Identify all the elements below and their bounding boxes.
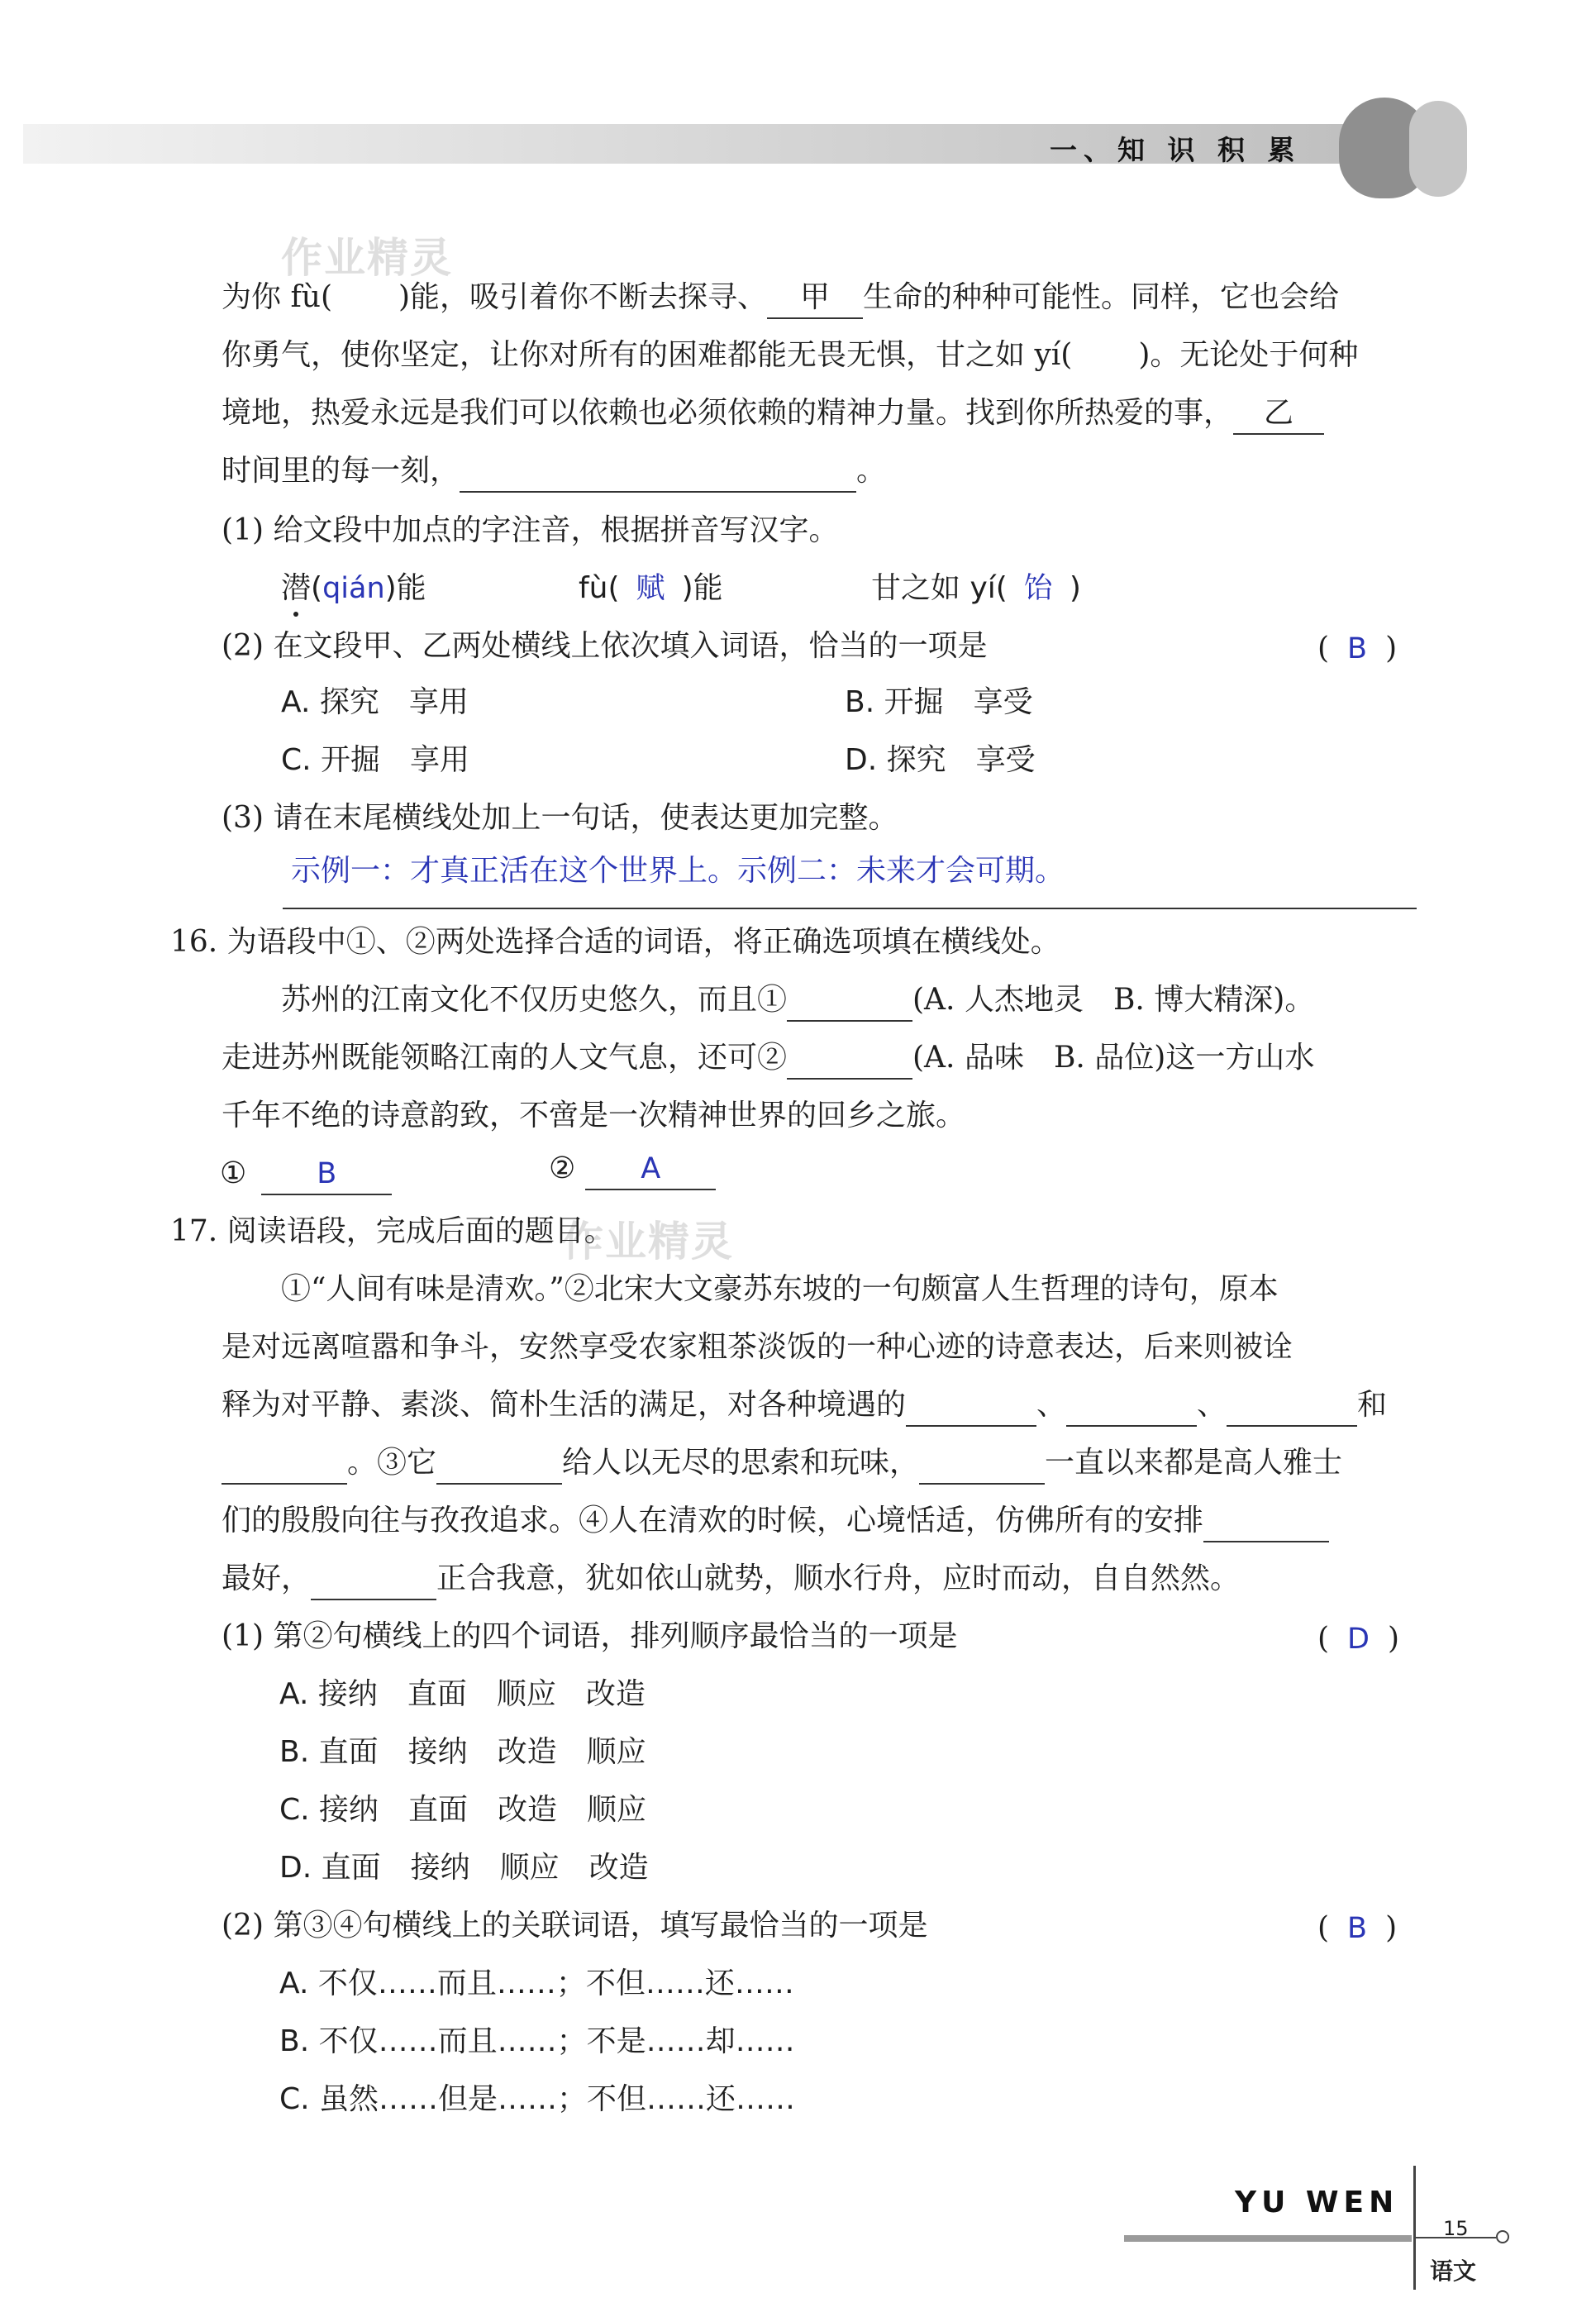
q15-3-prompt: (3) 请在末尾横线处加上一句话，使表达更加完整。: [222, 801, 898, 835]
blank-yi: 乙: [1233, 393, 1324, 435]
option: C. 接纳 直面 改造 顺应: [279, 1793, 647, 1827]
q17-line: 是对远离喧嚣和争斗，安然享受农家粗茶淡饭的一种心迹的诗意表达，后来则被诠: [222, 1330, 1293, 1364]
q16-line: 千年不绝的诗意韵致，不啻是一次精神世界的回乡之旅。: [222, 1099, 966, 1132]
passage-line: 时间里的每一刻， 。: [222, 451, 886, 493]
q15-1-item-1: 潜(qián)能: [281, 569, 426, 608]
watermark: 作业精灵: [562, 1218, 734, 1266]
footer-divider: [1413, 2166, 1416, 2290]
q17-prompt: 17. 阅读语段，完成后面的题目。: [170, 1214, 614, 1248]
answer-text: B: [1347, 1912, 1368, 1945]
blank-jia: 甲: [767, 278, 863, 319]
answer-text: qián: [322, 572, 385, 605]
answer-text: 饴: [1023, 572, 1053, 605]
answer-bracket: ( B ): [1317, 1911, 1398, 1945]
answer-text: B: [261, 1154, 392, 1195]
q15-2-prompt: (2) 在文段甲、乙两处横线上依次填入词语，恰当的一项是: [222, 629, 988, 663]
answer-text: 赋: [636, 572, 665, 605]
q16-line: 苏州的江南文化不仅历史悠久，而且① (A. 人杰地灵 B. 博大精深)。: [281, 980, 1314, 1022]
option: A. 不仅……而且……；不但……还……: [279, 1967, 794, 2000]
q17-line: 释为对平静、素淡、简朴生活的满足，对各种境遇的 、 、 和: [222, 1385, 1387, 1427]
blank-ending: [460, 451, 856, 493]
q17-line: 们的殷殷向往与孜孜追求。④人在清欢的时候，心境恬适，仿佛所有的安排: [222, 1501, 1329, 1542]
footer-bar: [1124, 2235, 1412, 2242]
option: A. 探究 享用: [281, 685, 469, 719]
option: D. 探究 享受: [845, 743, 1036, 777]
option: B. 不仅……而且……；不是……却……: [279, 2024, 795, 2058]
footer-circle-icon: [1496, 2230, 1509, 2243]
q15-3-answer: 示例一：才真正活在这个世界上。示例二：未来才会可期。: [291, 854, 1065, 888]
passage-line: 为你 fù( )能，吸引着你不断去探寻、 甲 生命的种种可能性。同样，它也会给: [222, 278, 1339, 319]
footer-subject: 语文: [1430, 2257, 1477, 2285]
passage-line: 你勇气，使你坚定，让你对所有的困难都能无畏无惧，甘之如 yí( )。无论处于何种: [222, 338, 1359, 372]
q17-line: 。③它 给人以无尽的思索和玩味， 一直以来都是高人雅士: [222, 1443, 1342, 1485]
q17-1-prompt: (1) 第②句横线上的四个词语，排列顺序最恰当的一项是: [222, 1619, 958, 1653]
option: C. 虽然……但是……；不但……还……: [279, 2082, 796, 2116]
option: A. 接纳 直面 顺应 改造: [279, 1677, 646, 1711]
q17-2-prompt: (2) 第③④句横线上的关联词语，填写最恰当的一项是: [222, 1909, 928, 1943]
page-number: 15: [1443, 2217, 1469, 2240]
q16-answer-2: ② A: [549, 1149, 716, 1190]
option: C. 开掘 享用: [281, 743, 470, 777]
q17-line: 最好， 正合我意，犹如依山就势，顺水行舟，应时而动，自自然然。: [222, 1559, 1240, 1600]
watermark: 作业精灵: [281, 234, 453, 282]
option: B. 直面 接纳 改造 顺应: [279, 1735, 646, 1769]
footer-brand: YU WEN: [1235, 2186, 1399, 2219]
option: D. 直面 接纳 顺应 改造: [279, 1851, 649, 1885]
q17-line: ①“人间有味是清欢。”②北宋大文豪苏东坡的一句颇富人生哲理的诗句，原本: [281, 1272, 1279, 1306]
section-title: 一、知 识 积 累: [1050, 134, 1302, 166]
q15-1-item-3: 甘之如 yí( 饴 ): [871, 571, 1081, 605]
header-tab-light: [1409, 101, 1467, 197]
q16-prompt: 16. 为语段中①、②两处选择合适的词语，将正确选项填在横线处。: [170, 925, 1060, 959]
q15-1-item-2: fù( 赋 )能: [579, 571, 723, 605]
answer-text: B: [1347, 632, 1368, 665]
q16-line: 走进苏州既能领略江南的人文气息，还可② (A. 品味 B. 品位)这一方山水: [222, 1038, 1314, 1080]
answer-bracket: ( D ): [1317, 1622, 1400, 1656]
answer-text: A: [585, 1149, 716, 1190]
q15-1-prompt: (1) 给文段中加点的字注音，根据拼音写汉字。: [222, 513, 839, 547]
answer-bracket: ( B ): [1317, 632, 1398, 665]
q16-answer-1: ① B: [220, 1154, 392, 1195]
option: B. 开掘 享受: [845, 685, 1033, 719]
answer-text: D: [1347, 1623, 1370, 1656]
passage-line: 境地，热爱永远是我们可以依赖也必须依赖的精神力量。找到你所热爱的事， 乙: [222, 393, 1324, 435]
